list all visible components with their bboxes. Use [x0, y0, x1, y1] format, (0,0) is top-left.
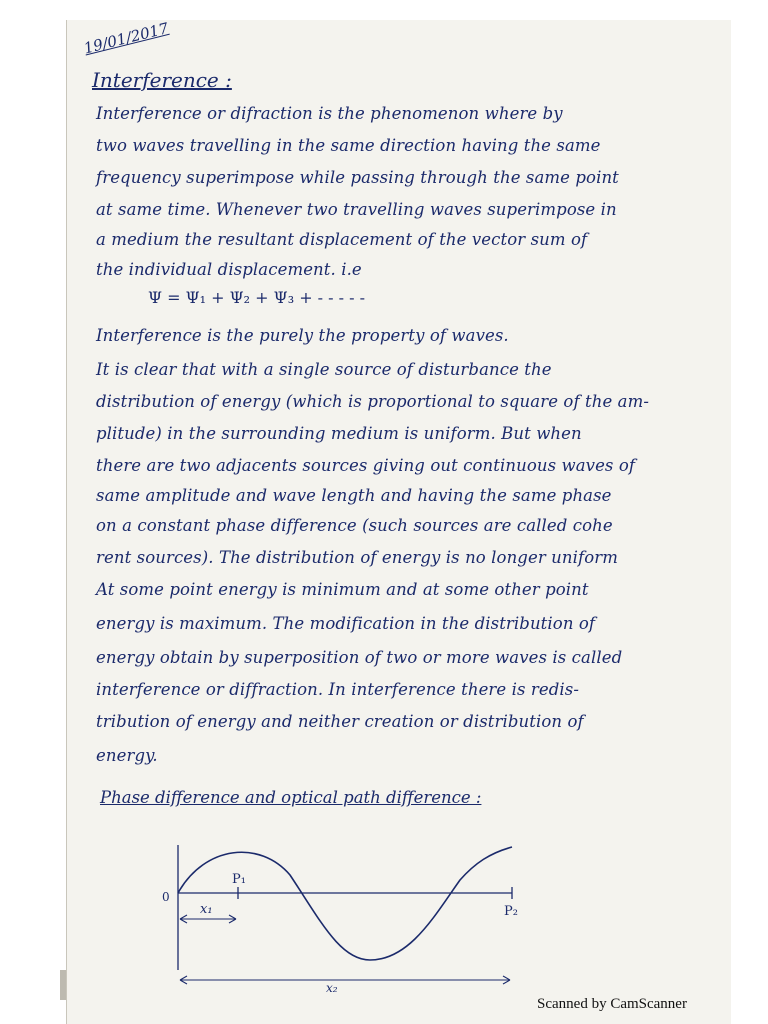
- text-line: Interference or difraction is the phenomenon where by: [96, 104, 563, 123]
- text-line: at same time. Whenever two travelling waves superimpose in: [96, 200, 617, 219]
- text-line: rent sources). The distribution of energy is no longer uniform: [96, 548, 618, 567]
- text-line: energy.: [96, 746, 158, 765]
- text-line: energy is maximum. The modification in the distribution of: [96, 614, 596, 633]
- wave-diagram: [150, 825, 530, 995]
- section-heading: Phase difference and optical path difference :: [100, 788, 482, 807]
- text-line: Interference is the purely the property of waves.: [96, 326, 509, 345]
- text-line: there are two adjacents sources giving out continuous waves of: [96, 456, 636, 475]
- text-line: same amplitude and wave length and having the same phase: [96, 486, 612, 505]
- p2-label: P₂: [504, 904, 518, 919]
- origin-label: 0: [162, 890, 170, 904]
- x2-label: x₂: [326, 981, 338, 995]
- text-line: At some point energy is minimum and at some other point: [96, 580, 589, 599]
- p1-label: P₁: [232, 872, 246, 887]
- text-line: plitude) in the surrounding medium is uniform. But when: [96, 424, 582, 443]
- page-edge-shadow: [60, 970, 66, 1000]
- text-line: It is clear that with a single source of disturbance the: [96, 360, 552, 379]
- note-heading: Interference :: [92, 68, 232, 92]
- note-date: 19/01/2017: [82, 19, 171, 58]
- text-line: frequency superimpose while passing through the same point: [96, 168, 619, 187]
- text-line: interference or diffraction. In interference there is redis-: [96, 680, 580, 699]
- text-line: the individual displacement. i.e: [96, 260, 362, 279]
- text-line: a medium the resultant displacement of the vector sum of: [96, 230, 588, 249]
- text-line: energy obtain by superposition of two or more waves is called: [96, 648, 623, 667]
- superposition-formula: Ψ = Ψ₁ + Ψ₂ + Ψ₃ + - - - - -: [148, 288, 366, 307]
- text-line: two waves travelling in the same direction having the same: [96, 136, 601, 155]
- text-line: tribution of energy and neither creation or distribution of: [96, 712, 584, 731]
- text-line: on a constant phase difference (such sources are called cohe: [96, 516, 613, 535]
- text-line: distribution of energy (which is proportional to square of the am-: [96, 392, 650, 411]
- x1-label: x₁: [200, 902, 213, 917]
- scanner-watermark: Scanned by CamScanner: [537, 996, 687, 1012]
- wave-curve: [178, 847, 512, 960]
